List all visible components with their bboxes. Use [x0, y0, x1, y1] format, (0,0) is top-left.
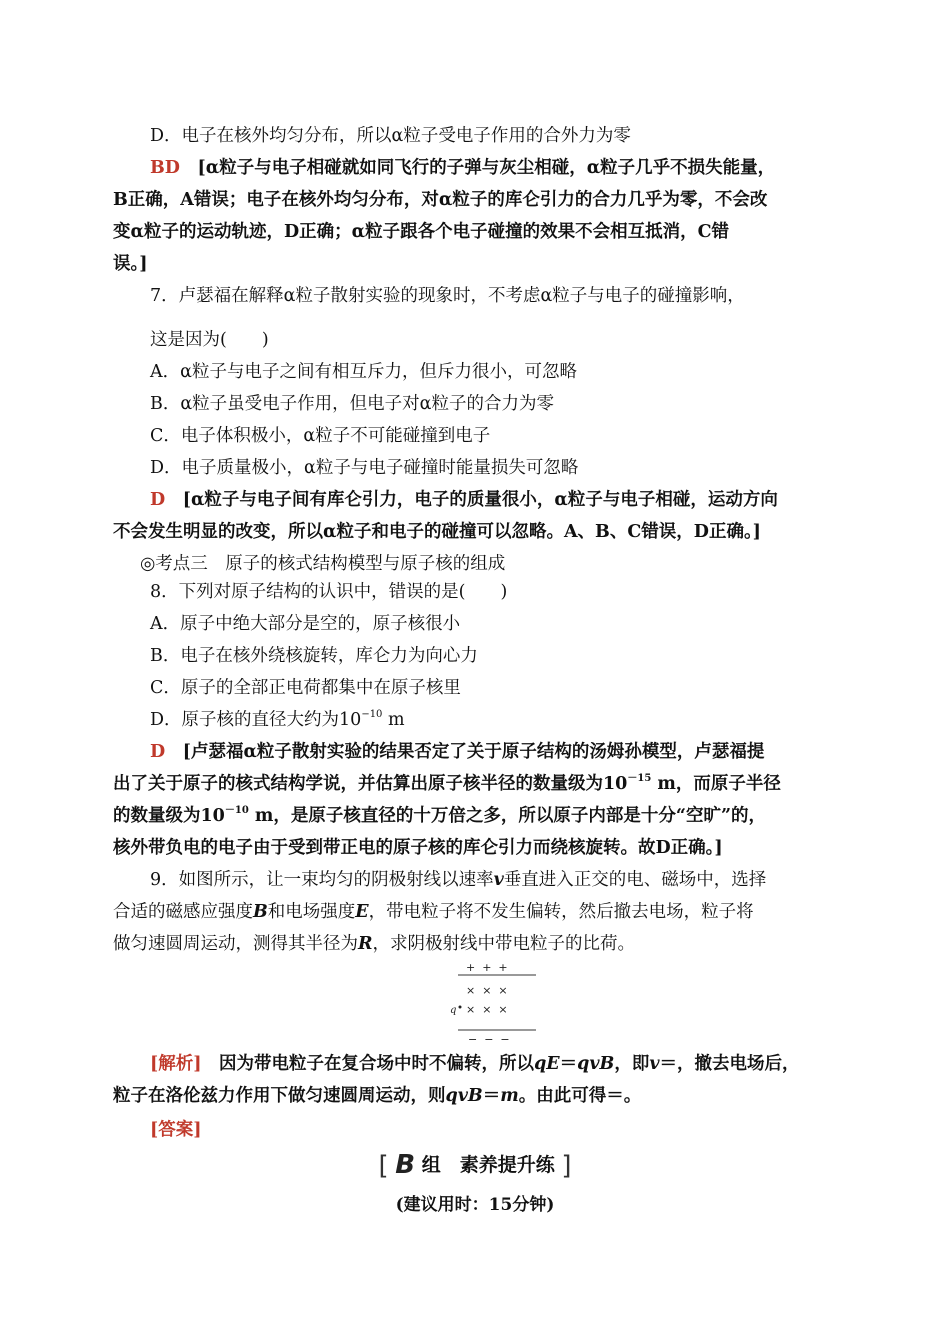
- q7-explanation-1: D [α粒子与电子间有库仑引力，电子的质量很小，α粒子与电子相碰，运动方向: [150, 490, 778, 510]
- q7-option-a: A．α粒子与电子之间有相互斥力，但斥力很小，可忽略: [150, 362, 577, 382]
- group-label: 组 素养提升练: [421, 1154, 555, 1176]
- q9-stem-1: 9．如图所示，让一束均匀的阴极射线以速率v垂直进入正交的电、磁场中，选择: [150, 870, 767, 890]
- q8-explanation-3: 的数量级为$10^{-10}$ m，是原子核直径的十万倍之多，所以原子内部是十分“空旷”的，: [113, 805, 767, 826]
- q6-explanation-4: 误。]: [113, 254, 148, 274]
- q7-answer: D: [150, 490, 166, 510]
- time-hint: (建议用时：15分钟): [395, 1195, 555, 1215]
- minus-row: − − −: [468, 1033, 510, 1046]
- q9-stem-2: 合适的磁感应强度B和电场强度E，带电粒子将不发生偏转，然后撤去电场，粒子将: [113, 902, 754, 922]
- q7-option-d: D．电子质量极小，α粒子与电子碰撞时能量损失可忽略: [150, 458, 579, 478]
- q6-explanation-2: B正确，A错误；电子在核外均匀分布，对α粒子的库仑引力的合力几乎为零，不会改: [113, 190, 768, 210]
- charge-label: q: [450, 1005, 457, 1016]
- bracket-left: [: [378, 1151, 389, 1181]
- charge-dot: [459, 1006, 462, 1009]
- q8-explanation-4: 核外带负电的电子由于受到带正电的原子核的库仑引力而绕核旋转。故D正确。]: [113, 838, 723, 858]
- group-letter: B: [395, 1150, 416, 1180]
- plus-row: + + +: [466, 961, 508, 974]
- jiexi-line-1: [解析] 因为带电粒子在复合场中时不偏转，所以qE＝qvB，即v＝，撤去电场后，: [150, 1054, 800, 1074]
- q7-stem-1: 7．卢瑟福在解释α粒子散射实验的现象时，不考虑α粒子与电子的碰撞影响，: [150, 286, 745, 306]
- q8-stem: 8．下列对原子结构的认识中，错误的是( ): [150, 582, 508, 602]
- q6-option-d: D．电子在核外均匀分布，所以α粒子受电子作用的合外力为零: [150, 126, 631, 146]
- q6-explanation-3: 变α粒子的运动轨迹，D正确；α粒子跟各个电子碰撞的效果不会相互抵消，C错: [113, 222, 730, 242]
- q8-option-b: B．电子在核外绕核旋转，库仑力为向心力: [150, 646, 478, 666]
- q8-option-d: D．原子核的直径大约为$10^{-10}$ m: [150, 709, 405, 730]
- q8-explanation-2: 出了关于原子的核式结构学说，并估算出原子核半径的数量级为$10^{-15}$ m，而原子半径: [113, 773, 781, 794]
- q6-answer: BD: [150, 158, 180, 178]
- cross-row-2: × × ×: [466, 1003, 508, 1016]
- group-header: [0, 1150, 950, 1181]
- q7-stem-2: 这是因为( ): [150, 330, 269, 350]
- q7-option-c: C．电子体积极小，α粒子不可能碰撞到电子: [150, 426, 491, 446]
- q8-explanation-1: D [卢瑟福α粒子散射实验的结果否定了关于原子结构的汤姆孙模型，卢瑟福提: [150, 742, 765, 762]
- q7-option-b: B．α粒子虽受电子作用，但电子对α粒子的合力为零: [150, 394, 554, 414]
- section-title: ◎考点三 原子的核式结构模型与原子核的组成: [140, 554, 506, 574]
- bracket-right: ]: [561, 1151, 572, 1181]
- q7-explanation-2: 不会发生明显的改变，所以α粒子和电子的碰撞可以忽略。A、B、C错误，D正确。]: [113, 522, 761, 542]
- field-diagram: [448, 958, 544, 1046]
- cross-row-1: × × ×: [466, 984, 508, 997]
- answer-tag: [答案]: [150, 1120, 202, 1140]
- jiexi-line-2: 粒子在洛伦兹力作用下做匀速圆周运动，则qvB＝m。由此可得＝。: [113, 1086, 642, 1106]
- q8-answer: D: [150, 742, 166, 762]
- q6-explanation-1: BD [α粒子与电子相碰就如同飞行的子弹与灰尘相碰，α粒子几乎不损失能量，: [150, 158, 776, 178]
- q8-option-c: C．原子的全部正电荷都集中在原子核里: [150, 678, 461, 698]
- jiexi-tag: [解析]: [150, 1054, 202, 1074]
- q9-stem-3: 做匀速圆周运动，测得其半径为R，求阴极射线中带电粒子的比荷。: [113, 934, 636, 954]
- q8-option-a: A．原子中绝大部分是空的，原子核很小: [150, 614, 461, 634]
